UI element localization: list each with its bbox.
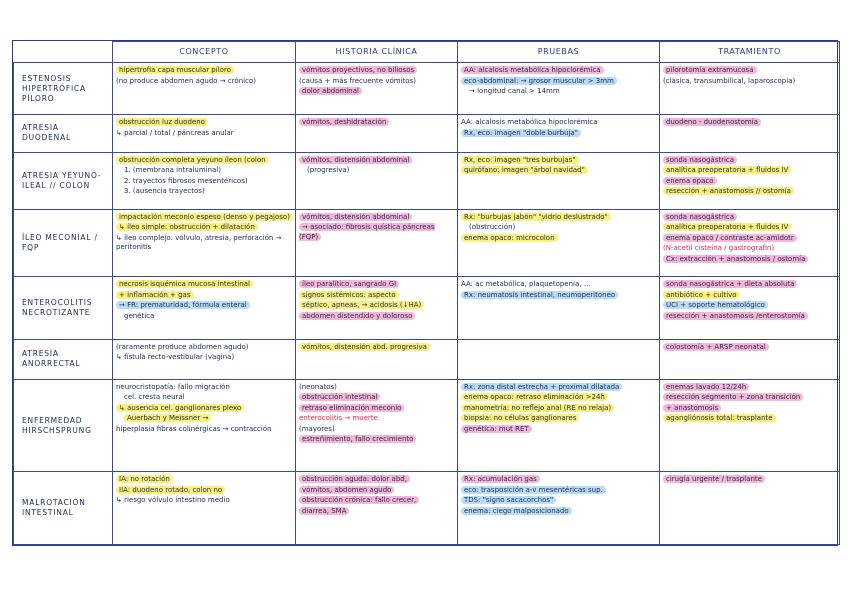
cell-line: enema opaco xyxy=(663,177,717,185)
historia-cell xyxy=(296,115,458,152)
cell-line: ↳ íleo complejo: vólvulo, atresia, perforación → peritonitis xyxy=(116,233,282,252)
cell-line: abdomen distendido y doloroso xyxy=(299,312,415,320)
row-name: ATRESIA YEYUNO-ILEAL // COLON xyxy=(14,152,113,209)
historia-cell xyxy=(296,152,458,209)
table-row xyxy=(14,379,840,472)
cell-line: cel. cresta neural xyxy=(124,393,185,402)
cell-line: Cx: extracción + anastomosis / ostomía xyxy=(663,255,808,263)
table-row xyxy=(14,152,840,209)
cell-line: ↳ ausencia cel. ganglionares plexo xyxy=(116,404,244,412)
cell-line: diarrea, SMA xyxy=(299,507,349,515)
cell-line: Rx: neumatosis intestinal, neumoperitoneo xyxy=(461,291,618,299)
cell-line: 2. trayectos fibrosos mesentéricos) xyxy=(124,176,248,185)
cell-line: resección segmento + zona transición xyxy=(663,393,803,401)
pruebas-cell xyxy=(458,379,660,472)
cell-line: AA: ac metabólica, plaquetopenia, ... xyxy=(461,280,591,289)
cell-line: dolor abdominal xyxy=(299,87,362,95)
cell-line: neurocristopatía: fallo migración xyxy=(116,382,230,391)
cell-line: estreñimiento, fallo crecimiento xyxy=(299,435,416,443)
cell-line: (neonatos) xyxy=(299,382,337,391)
cell-line: enterocolitis → muerte xyxy=(299,414,378,423)
cell-line: ↳ íleo simple: obstrucción + dilatación xyxy=(116,223,258,231)
cell-line: (no produce abdomen agudo → crónico) xyxy=(116,76,256,85)
cell-line: enema opaco: microcolon xyxy=(461,234,558,242)
cell-line: eco: trasposición a-v mesentéricas sup. xyxy=(461,486,606,494)
historia-cell xyxy=(296,379,458,472)
tratamiento-cell xyxy=(660,472,840,545)
cell-line: retraso eliminación meconio xyxy=(299,404,404,412)
cell-line: manometría: no reflejo anal (RE no relaja) xyxy=(461,404,614,412)
table-row xyxy=(14,339,840,379)
cell-line: obstrucción aguda: dolor abd, xyxy=(299,475,410,483)
cell-line: 3. (ausencia trayectos) xyxy=(124,187,205,196)
cell-line: ↳ fístula recto-vestibular (vagina) xyxy=(116,353,235,362)
cell-line: IA: no rotación xyxy=(116,475,173,483)
header-concepto: CONCEPTO xyxy=(113,42,296,63)
cell-line: duodeno - duodenostomía xyxy=(663,118,761,126)
cell-line: → longitud canal > 14mm xyxy=(469,87,560,95)
cell-line: enema opaco / contraste ac-amidotr xyxy=(663,234,797,242)
cell-line: UCI + soporte hematológico xyxy=(663,301,768,309)
tratamiento-cell xyxy=(660,379,840,472)
cell-line: eco-abdominal: → grosor muscular > 3mm xyxy=(461,77,617,85)
pruebas-cell xyxy=(458,277,660,339)
cell-line: obstrucción completa yeyuno íleon (colon xyxy=(116,156,269,164)
cell-line: obstrucción intestinal xyxy=(299,393,380,401)
cell-line: Rx: "burbujas jabón" "vidrio deslustrado" xyxy=(461,213,611,221)
concepto-cell xyxy=(113,63,296,115)
cell-line: biopsia: no células ganglionares xyxy=(461,414,579,422)
cell-line: IIA: duodeno rotado, colon no xyxy=(116,486,225,494)
cell-line: (causa + más frecuente vómitos) xyxy=(299,76,416,85)
cell-line: → FR: prematuridad, fórmula enteral xyxy=(116,301,250,309)
table-row xyxy=(14,209,840,276)
cell-line: enemas lavado 12/24h xyxy=(663,383,749,391)
cell-line: obstrucción luz duodeno xyxy=(116,118,208,126)
tratamiento-cell xyxy=(660,115,840,152)
cell-line: ↳ riesgo vólvulo intestino medio xyxy=(116,496,230,505)
cell-line: séptico, apneas, → acidosis (↓HA) xyxy=(299,301,424,309)
cell-line: 1. (membrana intraluminal) xyxy=(124,166,221,175)
cell-line: Rx: zona distal estrecha + proximal dilatada xyxy=(461,383,622,391)
cell-line: vómitos proyectivos, no biliosos xyxy=(299,66,417,74)
pruebas-cell xyxy=(458,339,660,379)
cell-line: analítica preoperatoria + fluidos IV xyxy=(663,223,791,231)
cell-line: sonda nasogástrica + dieta absoluta xyxy=(663,280,797,288)
cell-line: vómitos, distensión abdominal xyxy=(299,213,412,221)
cell-line: vómitos, abdomen agudo xyxy=(299,486,394,494)
cell-line: → asociado: fibrosis quística páncreas (FQP) xyxy=(299,223,435,241)
cell-line: (clásica, transumbilical, laparoscopia) xyxy=(663,76,796,85)
cell-line: AA: alcalosis metabólica hipoclorémica xyxy=(461,66,604,74)
cell-line: (raramente produce abdomen agudo) xyxy=(116,342,249,351)
cell-line: Rx, eco: imagen "tres burbujas" xyxy=(461,156,579,164)
cell-line: quirófano: imagen "árbol navidad" xyxy=(461,166,588,174)
concepto-cell xyxy=(113,209,296,276)
cell-line: sonda nasogástrica xyxy=(663,156,737,164)
row-name: ENTEROCOLITIS NECROTIZANTE xyxy=(14,277,113,339)
cell-line: sonda nasogástrica xyxy=(663,213,737,221)
historia-cell xyxy=(296,339,458,379)
cell-line: + inflamación + gas xyxy=(116,291,194,299)
cell-line: genética: mut RET xyxy=(461,425,532,433)
header-historia: HISTORIA CLÍNICA xyxy=(296,42,458,63)
cell-line: hipertrofia capa muscular píloro xyxy=(116,66,234,74)
historia-cell xyxy=(296,472,458,545)
header-row xyxy=(14,42,840,63)
concepto-cell xyxy=(113,152,296,209)
cell-line: (progresiva) xyxy=(307,166,350,175)
tratamiento-cell xyxy=(660,339,840,379)
cell-line: AA: alcalosis metabólica hipoclorémica xyxy=(461,118,598,127)
row-name: ESTENOSIS HIPERTRÓFICA PÍLORO xyxy=(14,63,113,115)
row-name: ÍLEO MECONIAL / FQP xyxy=(14,209,113,276)
cell-line: Rx, eco: imagen "doble burbuja" xyxy=(461,129,581,137)
cell-line: + anastomosis xyxy=(663,404,721,412)
cell-line: impactación meconio espeso (denso y pegajoso) xyxy=(116,213,293,221)
row-name: MALROTACIÓN INTESTINAL xyxy=(14,472,113,545)
tratamiento-cell xyxy=(660,209,840,276)
cell-line: enema opaco: retraso eliminación >24h xyxy=(461,393,608,401)
cell-line: hiperplasia fibras colinérgicas → contracción xyxy=(116,424,272,433)
cell-line: analítica preoperatoria + fluidos IV xyxy=(663,166,791,174)
cell-line: antibiótico + cultivo xyxy=(663,291,740,299)
header-pruebas: PRUEBAS xyxy=(458,42,660,63)
cell-line: (N-acetil cisteína / gastrografin) xyxy=(663,244,775,253)
pruebas-cell xyxy=(458,63,660,115)
historia-cell xyxy=(296,63,458,115)
notes-table-container xyxy=(12,40,838,546)
cell-line: pilorotomía extramucosa xyxy=(663,66,757,74)
concepto-cell xyxy=(113,472,296,545)
tratamiento-cell xyxy=(660,63,840,115)
cell-line: TDS: "signo sacacorchos" xyxy=(461,496,556,504)
historia-cell xyxy=(296,209,458,276)
cell-line: Auerbach y Meissner → xyxy=(124,414,211,422)
row-name: ENFERMEDAD HIRSCHSPRUNG xyxy=(14,379,113,472)
cell-line: vómitos, distensión abdominal xyxy=(299,156,412,164)
cell-line: (mayores) xyxy=(299,424,335,433)
cell-line: vómitos, distensión abd. progresiva xyxy=(299,343,430,351)
pruebas-cell xyxy=(458,472,660,545)
cell-line: obstrucción crónica: fallo crecer, xyxy=(299,496,419,504)
cell-line: enema: ciego malposicionado xyxy=(461,507,572,515)
cell-line: Rx: acumulación gas xyxy=(461,475,540,483)
cell-line: ↳ parcial / total / páncreas anular xyxy=(116,128,234,137)
concepto-cell xyxy=(113,339,296,379)
row-name: ATRESIA ANORRECTAL xyxy=(14,339,113,379)
cell-line: colostomía + ARSP neonatal xyxy=(663,343,769,351)
cell-line: necrosis isquémica mucosa intestinal xyxy=(116,280,253,288)
pruebas-cell xyxy=(458,115,660,152)
row-name: ATRESIA DUODENAL xyxy=(14,115,113,152)
cell-line: genética xyxy=(124,311,155,320)
pathology-table xyxy=(13,41,840,545)
table-row xyxy=(14,63,840,115)
cell-line: agangliónosis total: trasplante xyxy=(663,414,776,422)
pruebas-cell xyxy=(458,209,660,276)
cell-line: íleo paralítico, sangrado GI xyxy=(299,280,399,288)
concepto-cell xyxy=(113,379,296,472)
cell-line: cirugía urgente / trasplante xyxy=(663,475,765,483)
cell-line: resección + anastomosis // ostomía xyxy=(663,187,794,195)
concepto-cell xyxy=(113,115,296,152)
corner-cell xyxy=(14,42,113,63)
cell-line: (obstrucción) xyxy=(469,223,516,232)
tratamiento-cell xyxy=(660,277,840,339)
table-row xyxy=(14,472,840,545)
cell-line: vómitos, deshidratación xyxy=(299,118,389,126)
cell-line: signos sistémicos: aspecto xyxy=(299,291,399,299)
table-row xyxy=(14,115,840,152)
concepto-cell xyxy=(113,277,296,339)
tratamiento-cell xyxy=(660,152,840,209)
historia-cell xyxy=(296,277,458,339)
pruebas-cell xyxy=(458,152,660,209)
cell-line: resección + anastomosis /enterostomía xyxy=(663,312,808,320)
header-tratamiento: TRATAMIENTO xyxy=(660,42,840,63)
table-row xyxy=(14,277,840,339)
